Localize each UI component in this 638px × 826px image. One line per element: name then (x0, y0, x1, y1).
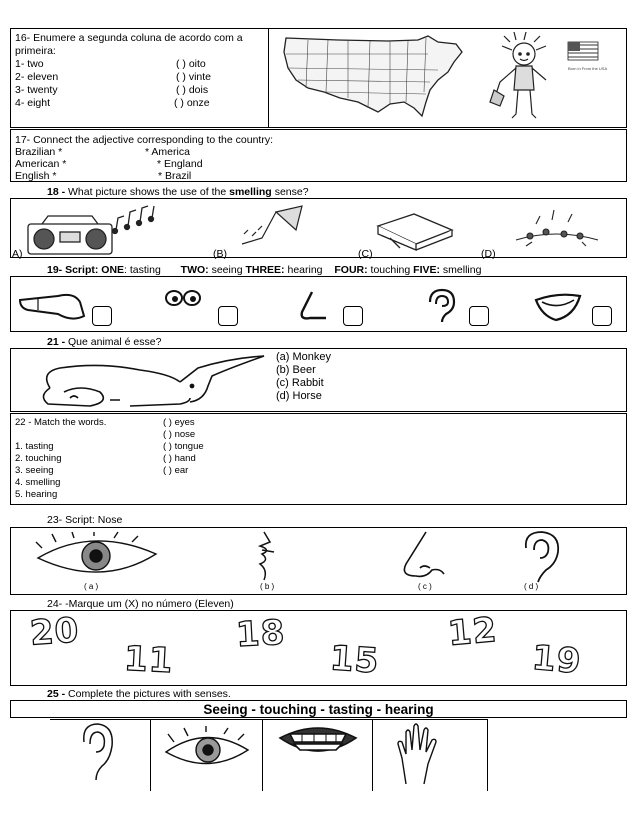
q23-label-c: ( c ) (418, 582, 432, 591)
eye-image (32, 532, 162, 584)
q16-divider (268, 28, 269, 128)
usa-flag-icon (568, 42, 598, 60)
q19-part-2-bold: TWO: (180, 264, 209, 276)
senses-bar-text: Seeing - touching - tasting - hearing (203, 701, 434, 717)
q16-right-2: ( ) vinte (176, 71, 212, 83)
q19-part-3-bold: THREE: (245, 264, 285, 276)
q16-title-line1: 16- Enumere a segunda coluna de acordo com a (15, 32, 243, 44)
q16-title-line2: primeira: (15, 45, 56, 57)
q17-right-1: * America (145, 146, 190, 158)
q19-part-2-text: seeing (211, 264, 243, 276)
girl-with-flag-image (490, 32, 610, 126)
mouth-teeth-picture (276, 722, 360, 762)
rabbit-image (30, 352, 270, 410)
q16-right-1: ( ) oito (176, 58, 206, 70)
q19-checkbox-2[interactable] (218, 306, 238, 326)
q21-option-b[interactable]: (b) Beer (276, 364, 316, 376)
number-19[interactable]: 19 (530, 637, 583, 683)
eye-picture (162, 726, 252, 776)
q24-title: 24- -Marque um (X) no número (Eleven) (47, 598, 234, 610)
q16-left-2: 2- eleven (15, 71, 59, 83)
q18-option-a[interactable]: A) (12, 248, 23, 260)
q25-divider-2 (262, 719, 263, 791)
q25-divider-1 (150, 719, 151, 791)
q17-title: 17- Connect the adjective corresponding to the country: (15, 134, 273, 146)
q21-prefix: 21 - (47, 336, 66, 348)
q21-option-d[interactable]: (d) Horse (276, 390, 322, 402)
q22-right-4: ( ) hand (163, 453, 196, 464)
q22-left-4: 4. smelling (15, 477, 61, 488)
number-11[interactable]: 11 (122, 638, 175, 682)
q22-left-5: 5. hearing (15, 489, 58, 500)
lips-image (250, 530, 284, 584)
q19-checkbox-1[interactable] (92, 306, 112, 326)
q19-part-5-text: smelling (442, 264, 482, 276)
ear-side-image (516, 530, 564, 584)
senses-bar (10, 700, 627, 718)
q19-part-1-text: : tasting (124, 264, 161, 276)
q19-checkbox-3[interactable] (343, 306, 363, 326)
q19-checkbox-5[interactable] (592, 306, 612, 326)
eyes-icon (164, 288, 204, 308)
q19-heading (47, 264, 481, 276)
books-image (370, 208, 460, 252)
q21-text: Que animal é esse? (68, 336, 162, 348)
q18-option-b[interactable]: (B) (213, 248, 227, 260)
q25-prefix: 25 - (47, 688, 66, 700)
q19-part-4-bold: FOUR: (334, 264, 368, 276)
number-12[interactable]: 12 (446, 609, 499, 655)
q18-text-before: What picture shows the use of the (68, 186, 227, 198)
q21-option-a[interactable]: (a) Monkey (276, 351, 332, 363)
ear-picture (76, 722, 116, 782)
q16-left-3: 3- twenty (15, 84, 58, 96)
q25-divider-3 (372, 719, 373, 791)
number-15[interactable]: 15 (328, 638, 381, 682)
q22-left-2: 2. touching (15, 453, 62, 464)
q19-checkbox-4[interactable] (469, 306, 489, 326)
q22-left-1: 1. tasting (15, 441, 54, 452)
ear-icon (424, 288, 458, 324)
flag-caption: Born in From the USA (568, 66, 608, 71)
number-18[interactable]: 18 (234, 612, 287, 656)
q22-title: 22 - Match the words. (15, 417, 107, 428)
q21-option-c[interactable]: (c) Rabbit (276, 377, 324, 389)
q16-right-4: ( ) onze (174, 97, 210, 109)
q17-right-3: * Brazil (158, 170, 192, 182)
nose-icon (296, 290, 336, 324)
q17-left-2: American * (15, 158, 67, 170)
q19-part-4-text: touching (370, 264, 411, 276)
q18-option-c[interactable]: (C) (358, 248, 373, 260)
hand-picture (394, 722, 446, 786)
q18-text-after: sense? (274, 186, 309, 198)
usa-map-image (278, 32, 468, 124)
q23-title: 23- Script: Nose (47, 514, 123, 526)
q22-right-2: ( ) nose (163, 429, 196, 440)
q16-right-3: ( ) dois (176, 84, 209, 96)
q19-prefix: 19- Script: (47, 264, 99, 276)
q16-left-1: 1- two (15, 58, 44, 70)
mouth-icon (534, 290, 584, 324)
q23-label-b: ( b ) (260, 582, 275, 591)
q19-part-1-bold: ONE (101, 264, 125, 276)
q22-right-1: ( ) eyes (163, 417, 195, 428)
q17-right-2: * England (157, 158, 203, 170)
q23-label-a: ( a ) (84, 582, 99, 591)
q25-heading (47, 688, 231, 700)
q23-label-d: ( d ) (524, 582, 539, 591)
q22-right-3: ( ) tongue (163, 441, 204, 452)
nose-side-image (396, 530, 452, 582)
q18-heading (47, 186, 309, 198)
q19-part-3-text: hearing (287, 264, 323, 276)
finger-icon (18, 288, 88, 324)
q16-left-4: 4- eight (15, 97, 51, 109)
number-20[interactable]: 20 (28, 610, 81, 654)
q18-bold-word: smelling (229, 186, 272, 198)
q25-text: Complete the pictures with senses. (68, 688, 231, 700)
q21-heading (47, 336, 161, 348)
q22-right-5: ( ) ear (163, 465, 189, 476)
q17-left-1: Brazilian * (15, 146, 63, 158)
q18-prefix: 18 - (47, 186, 66, 198)
q22-left-3: 3. seeing (15, 465, 54, 476)
radio-music-image (24, 204, 164, 256)
q19-part-5-bold: FIVE: (413, 264, 440, 276)
flower-bed-image (506, 204, 606, 254)
q18-option-d[interactable]: (D) (481, 248, 496, 260)
q17-left-3: English * (15, 170, 57, 182)
kite-image (232, 204, 312, 248)
